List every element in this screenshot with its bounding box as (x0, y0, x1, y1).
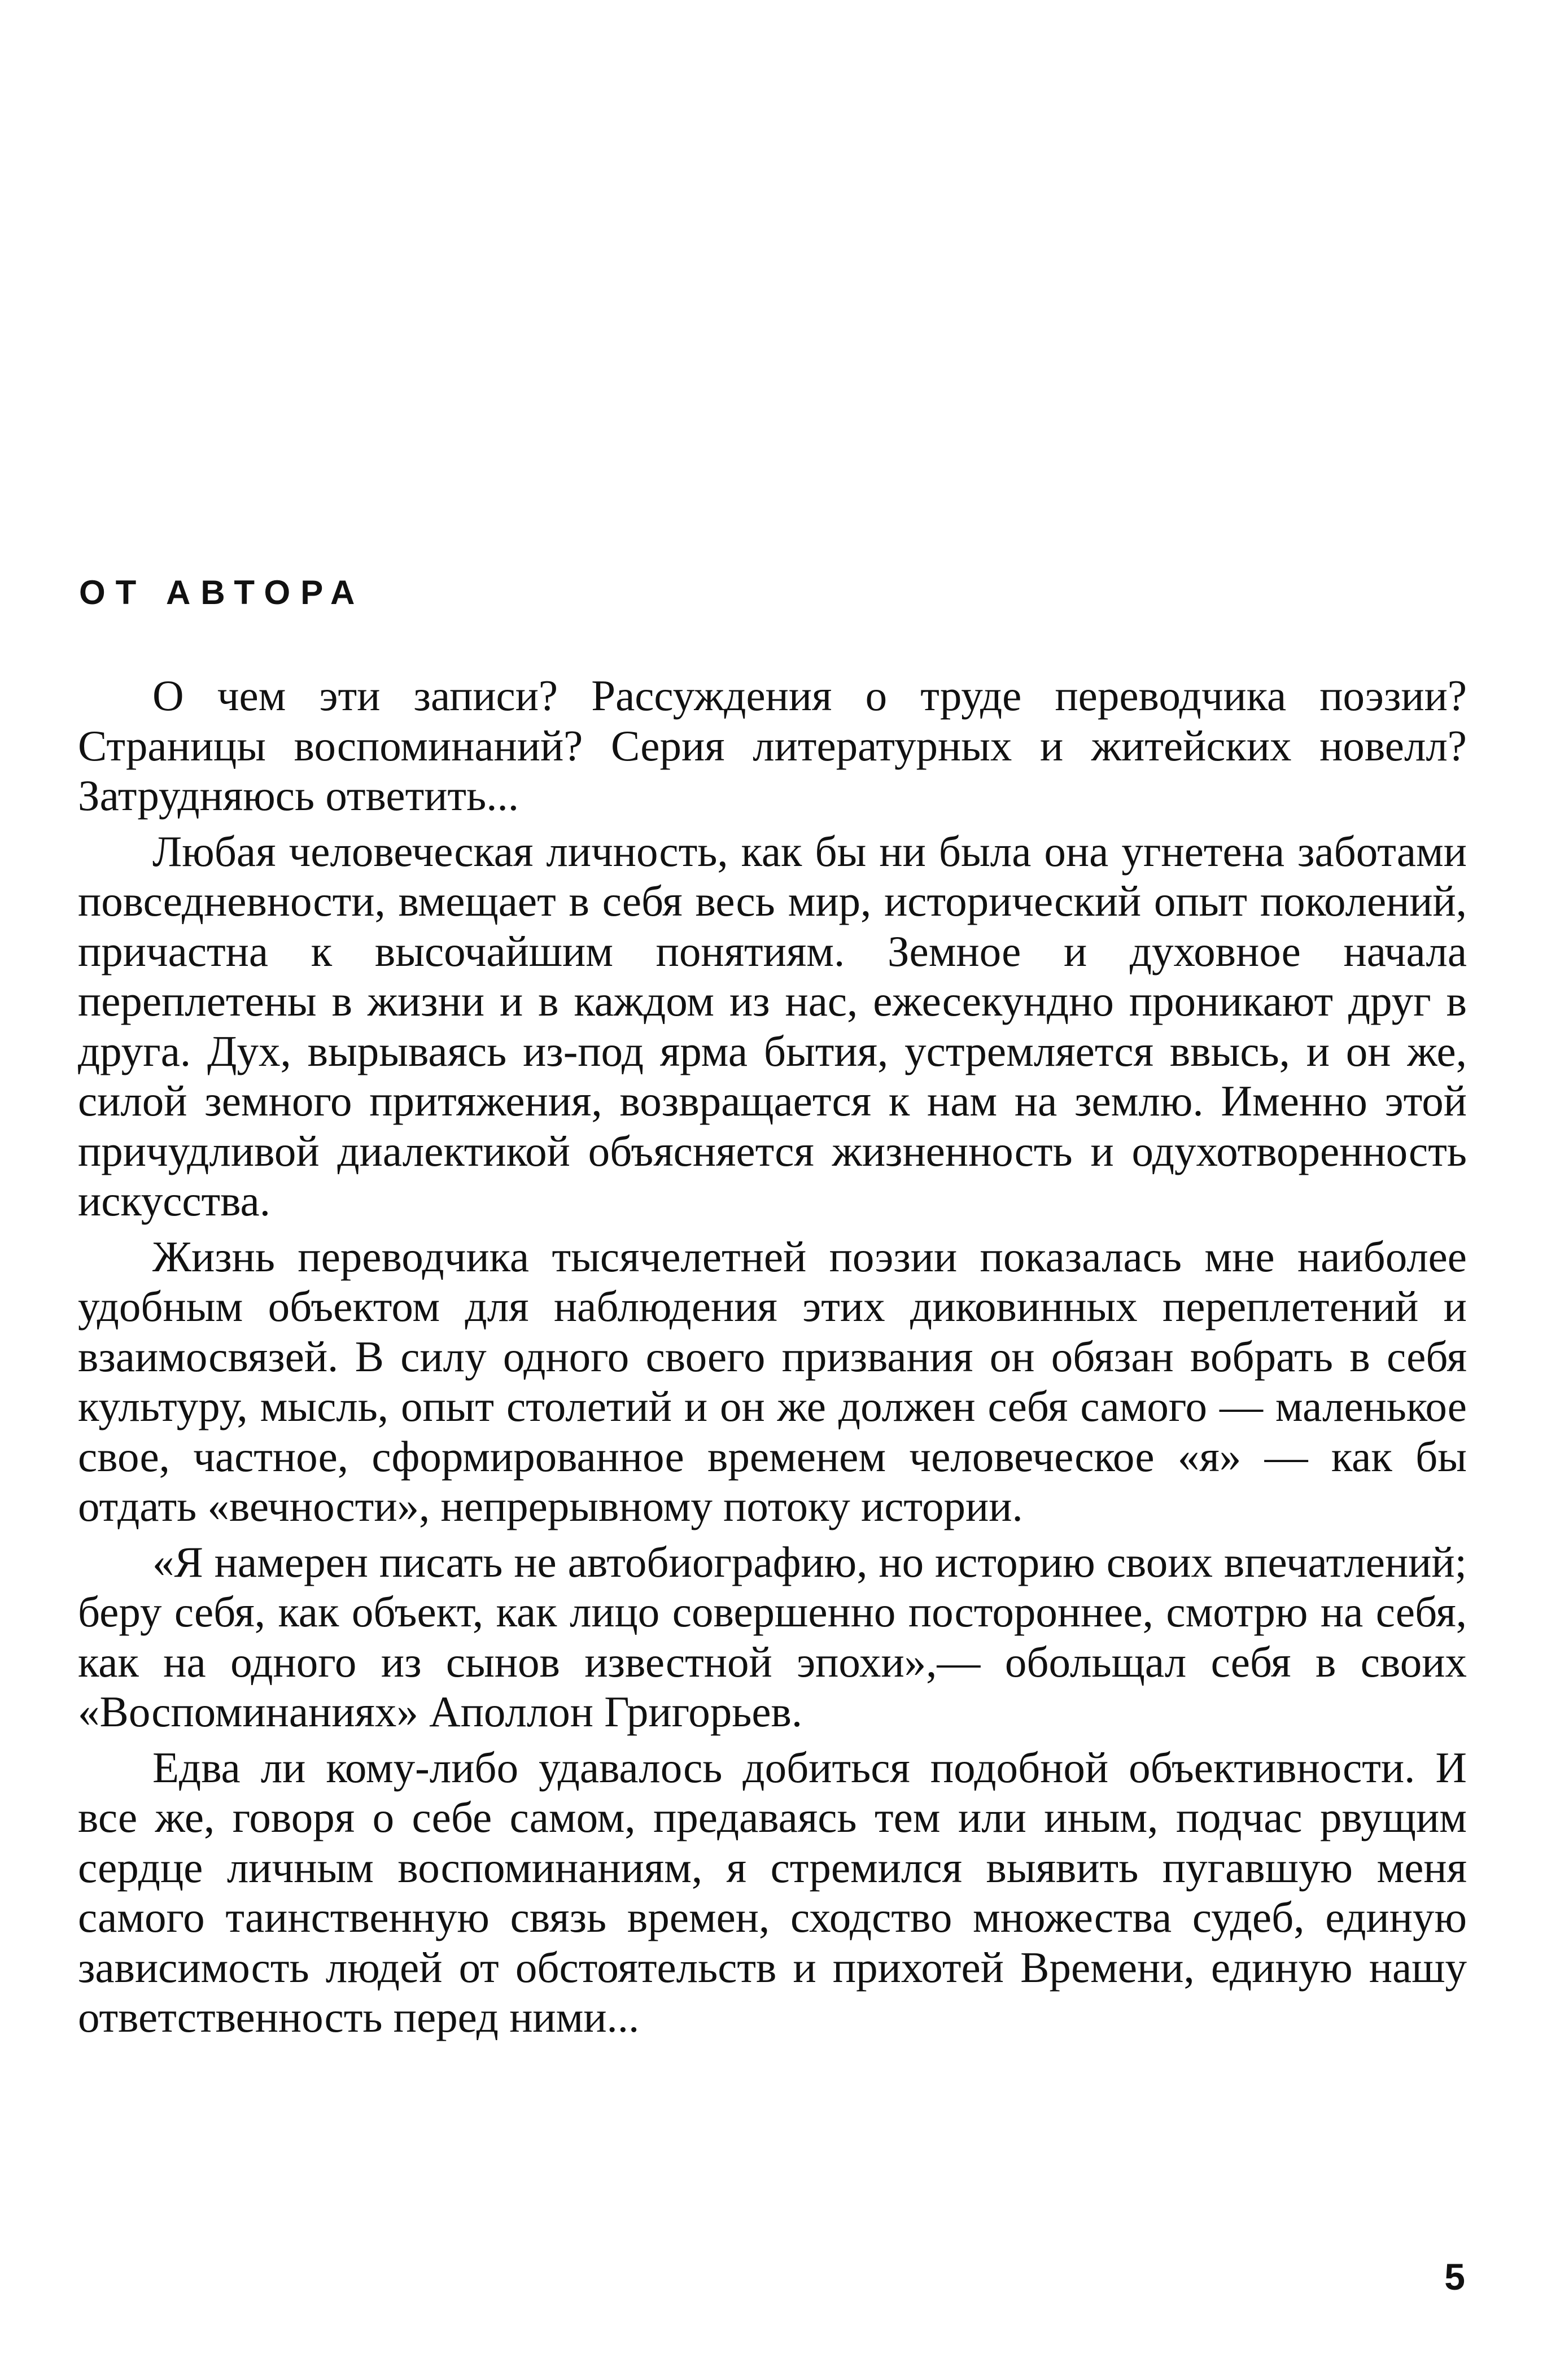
section-heading: ОТ АВТОРА (79, 574, 365, 611)
paragraph: Жизнь переводчика тысячелетней поэзии показалась мне наиболее удобным объектом для наблюдения этих диковинных переплетений и взаимосвязей. В силу одного своего призвания он обязан вобрать в себя культуру, мысль, опыт столетий и он же должен себя самого — маленькое свое, частное, сформированное временем человеческое «я» — как бы отдать «вечности», непрерывному потоку истории. (78, 1232, 1467, 1530)
paragraph: О чем эти записи? Рассуждения о труде переводчика поэзии? Страницы воспоминаний? Серия литературных и житейских новелл? Затрудняюсь ответить... (78, 671, 1467, 820)
paragraph: Любая человеческая личность, как бы ни была она угнетена заботами повседневности, вмещает в себя весь мир, исторический опыт поколений, причастна к высочайшим понятиям. Земное и духовное начала переплетены в жизни и в каждом из нас, ежесекундно проникают друг в друга. Дух, вырываясь из-под ярма бытия, устремляется ввысь, и он же, силой земного притяжения, возвращается к нам на землю. Именно этой причудливой диалектикой объясняется жизненность и одухотворенность искусства. (78, 826, 1467, 1225)
paragraph: «Я намерен писать не автобиографию, но историю своих впечатлений; беру себя, как объект, как лицо совершенно постороннее, смотрю на себя, как на одного из сынов известной эпохи»,— обольщал себя в своих «Воспоминаниях» Аполлон Григорьев. (78, 1537, 1467, 1736)
page-number: 5 (1444, 2256, 1465, 2298)
paragraph: Едва ли кому-либо удавалось добиться подобной объективности. И все же, говоря о себе самом, предаваясь тем или иным, подчас рвущим сердце личным воспоминаниям, я стремился выявить пугавшую меня самого таинственную связь времен, сходство множества судеб, единую зависимость людей от обстоятельств и прихотей Времени, единую нашу ответственность перед ними... (78, 1743, 1467, 2041)
body-text (78, 671, 1467, 2048)
